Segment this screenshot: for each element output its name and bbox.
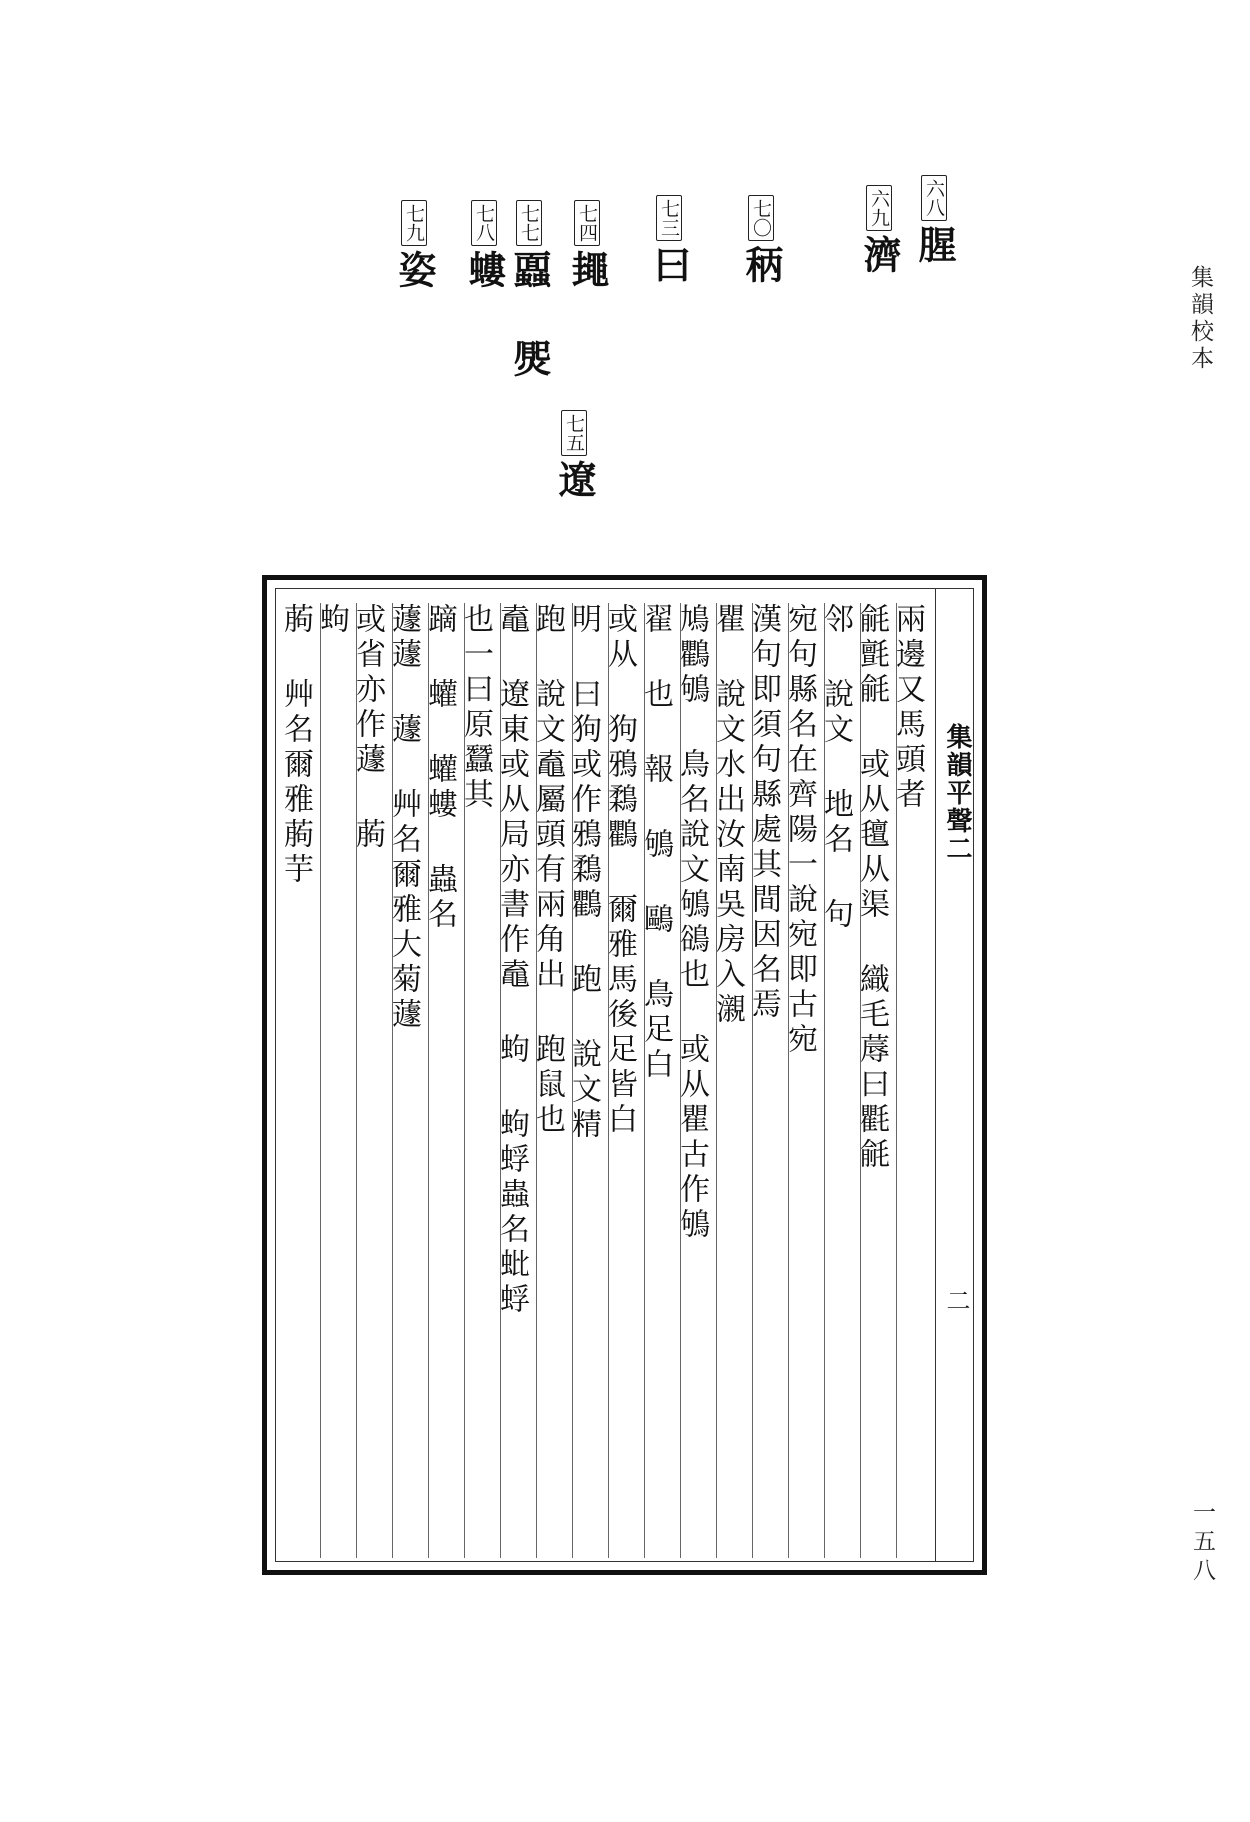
note-number: 七七 — [516, 200, 542, 246]
column-rule — [536, 603, 537, 1558]
column-rule — [752, 603, 753, 1558]
text-line: 或省亦作蘧 葋 — [350, 603, 385, 853]
note-73 — [647, 195, 692, 286]
text-line: 鼁 遼東或从局亦書作鼁 蚼 蚼蜉蟲名蚍蜉 — [494, 603, 529, 1318]
note-number: 七五 — [561, 410, 587, 456]
column-rule — [320, 603, 321, 1558]
note-number: 六八 — [921, 175, 947, 221]
column-rule — [608, 603, 609, 1558]
text-line: 瞿 說文水出汝南吳房入瀙 — [710, 603, 745, 1028]
text-line: 毹氈毹 或从氊从渠 織毛蓐曰氍毹 — [854, 603, 889, 1173]
text-line: 鳩鸜鴝 鳥名說文鴝鵒也 或从瞿古作鴝 — [674, 603, 709, 1243]
note-69 — [857, 185, 902, 276]
note-char: 濟 — [857, 235, 902, 276]
text-line: 漢句即須句縣處其間因名焉 — [746, 603, 781, 1023]
text-line: 也一曰原蠶其 — [458, 603, 493, 813]
column-rule — [896, 603, 897, 1558]
note-number: 七三 — [656, 195, 682, 241]
note-char: 遼 — [552, 460, 597, 501]
text-line: 葋 艸名爾雅葋芋 — [278, 603, 313, 888]
note-number: 七〇 — [748, 195, 774, 241]
column-rule — [716, 603, 717, 1558]
column-rule — [464, 603, 465, 1558]
column-rule — [392, 603, 393, 1558]
margin-number: 二 — [942, 1288, 970, 1312]
note-number: 七九 — [401, 200, 427, 246]
text-line: 明 曰狗或作鴉鶔鸜 跑 說文精 — [566, 603, 601, 1143]
page-number: 一五八 — [1189, 1500, 1215, 1587]
text-line: 蘧蘧 蘧 艸名爾雅大菊蘧 — [386, 603, 421, 1033]
note-74 — [565, 200, 610, 291]
note-78 — [462, 200, 507, 291]
note-79 — [392, 200, 437, 291]
running-title: 集韻校本 — [1187, 265, 1213, 373]
note-number: 七四 — [574, 200, 600, 246]
text-line: 或从 狗鴉鶔鸜 爾雅馬後足皆白 — [602, 603, 637, 1138]
column-rule — [680, 603, 681, 1558]
column-rule — [356, 603, 357, 1558]
note-char: 䄼 — [739, 245, 784, 286]
margin-title: 集韻平聲二 — [942, 723, 972, 863]
column-rule — [428, 603, 429, 1558]
note-68 — [912, 175, 957, 266]
note-75 — [552, 410, 597, 501]
note-char: 曰 — [647, 245, 692, 286]
column-rule — [788, 603, 789, 1558]
text-line: 翟 也 報 鴝 鷗 鳥足白 — [638, 603, 673, 1083]
text-line: 兩邊又馬頭者 — [890, 603, 925, 813]
text-line: 蹢 蠸 蠸螻 蟲名 — [422, 603, 457, 933]
text-line: 邻 說文 地名 句 — [818, 603, 853, 933]
note-char: 螻 — [462, 250, 507, 291]
text-line: 跑 說文鼁屬頭有兩角出 跑鼠也 — [530, 603, 565, 1138]
text-line: 宛句縣名在齊陽一說宛即古宛 — [782, 603, 817, 1058]
column-rule — [644, 603, 645, 1558]
note-77 — [507, 200, 552, 380]
note-70 — [739, 195, 784, 286]
column-rule — [572, 603, 573, 1558]
block-margin — [935, 588, 974, 1562]
column-rule — [500, 603, 501, 1558]
note-char: 䵷 — [565, 250, 610, 291]
note-char: 蠠 㷗 — [507, 250, 552, 380]
note-char: 腥 — [912, 225, 957, 266]
column-rule — [860, 603, 861, 1558]
note-number: 七八 — [471, 200, 497, 246]
woodblock-page — [262, 575, 987, 1575]
text-line: 蚼 — [314, 603, 349, 638]
note-char: 姿 — [392, 250, 437, 291]
note-number: 六九 — [866, 185, 892, 231]
column-rule — [824, 603, 825, 1558]
text-block — [275, 588, 974, 1562]
